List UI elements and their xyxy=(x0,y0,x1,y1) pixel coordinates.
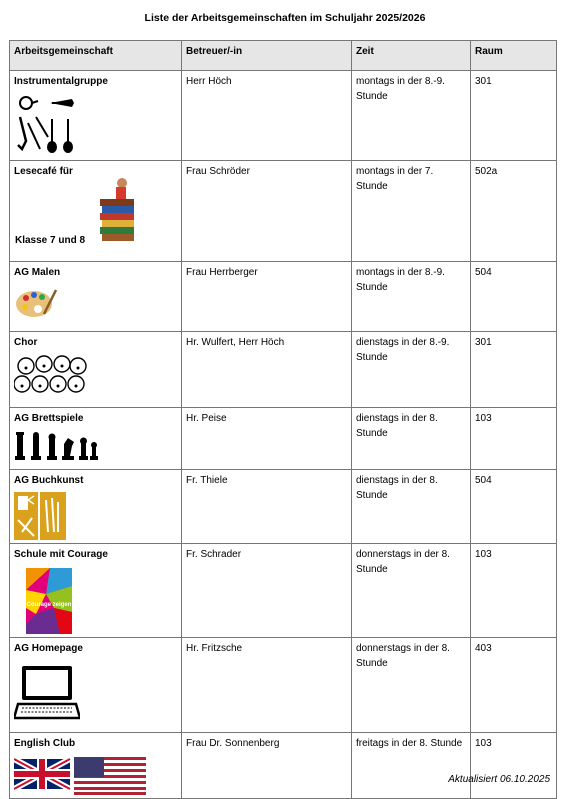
palette-icon xyxy=(14,284,58,320)
time-cell: montags in der 8.-9. Stunde xyxy=(352,71,471,161)
column-header: Raum xyxy=(471,41,557,71)
books-icon xyxy=(98,177,138,245)
ag-cell xyxy=(10,262,182,332)
table-header-row xyxy=(10,41,557,71)
ag-cell xyxy=(10,470,182,544)
ag-name: Instrumentalgruppe xyxy=(14,76,108,87)
instruments-icon xyxy=(14,93,80,157)
laptop-icon xyxy=(14,664,80,722)
room-cell: 301 xyxy=(471,71,557,161)
time-cell: donnerstags in der 8. Stunde xyxy=(352,544,471,638)
ag-name: AG Brettspiele xyxy=(14,413,84,424)
time-cell: donnerstags in der 8. Stunde xyxy=(352,638,471,733)
room-cell: 504 xyxy=(471,470,557,544)
ag-name-line2: Klasse 7 und 8 xyxy=(15,235,86,246)
ag-name: AG Malen xyxy=(14,267,61,278)
ag-name: AG Buchkunst xyxy=(14,475,84,486)
ag-cell xyxy=(10,71,182,161)
flags-icon xyxy=(14,755,146,795)
ag-name: Lesecafé für xyxy=(14,166,73,177)
teacher-cell: Hr. Peise xyxy=(182,408,352,470)
ag-name: English Club xyxy=(14,738,76,749)
courage-label: Courage zeigen xyxy=(26,602,72,608)
time-cell: montags in der 7. Stunde xyxy=(352,161,471,262)
column-header: Arbeitsgemeinschaft xyxy=(10,41,182,71)
room-cell: 103 xyxy=(471,544,557,638)
table-row xyxy=(10,733,557,799)
updated-note: Aktualisiert 06.10.2025 xyxy=(448,774,550,785)
time-cell: freitags in der 8. Stunde xyxy=(352,733,471,799)
chess-icon xyxy=(14,430,98,462)
ag-name: Chor xyxy=(14,337,38,348)
choir-icon xyxy=(14,354,90,398)
table-row xyxy=(10,71,557,161)
courage-icon xyxy=(26,568,72,634)
room-cell: 502a xyxy=(471,161,557,262)
teacher-cell: Fr. Thiele xyxy=(182,470,352,544)
teacher-cell: Hr. Wulfert, Herr Höch xyxy=(182,332,352,408)
table-row xyxy=(10,332,557,408)
ag-cell xyxy=(10,408,182,470)
ag-cell xyxy=(10,638,182,733)
ag-table xyxy=(9,40,557,799)
table-row xyxy=(10,470,557,544)
ag-cell xyxy=(10,544,182,638)
table-row xyxy=(10,544,557,638)
room-cell: 103 xyxy=(471,408,557,470)
teacher-cell: Frau Herrberger xyxy=(182,262,352,332)
time-cell: dienstags in der 8. Stunde xyxy=(352,408,471,470)
ag-name: AG Homepage xyxy=(14,643,83,654)
teacher-cell: Frau Schröder xyxy=(182,161,352,262)
uk-flag-icon xyxy=(14,759,70,789)
us-flag-icon xyxy=(74,757,146,795)
time-cell: dienstags in der 8. Stunde xyxy=(352,470,471,544)
table-row xyxy=(10,262,557,332)
time-cell: montags in der 8.-9. Stunde xyxy=(352,262,471,332)
table-row xyxy=(10,638,557,733)
ag-cell xyxy=(10,161,182,262)
time-cell: dienstags in der 8.-9. Stunde xyxy=(352,332,471,408)
bookart-icon xyxy=(14,492,66,540)
teacher-cell: Fr. Schrader xyxy=(182,544,352,638)
table-row xyxy=(10,408,557,470)
ag-cell xyxy=(10,332,182,408)
column-header: Zeit xyxy=(352,41,471,71)
room-cell: 403 xyxy=(471,638,557,733)
column-header: Betreuer/-in xyxy=(182,41,352,71)
ag-cell xyxy=(10,733,182,799)
teacher-cell: Herr Höch xyxy=(182,71,352,161)
page-title: Liste der Arbeitsgemeinschaften im Schuljahr 2025/2026 xyxy=(144,12,426,24)
teacher-cell: Hr. Fritzsche xyxy=(182,638,352,733)
room-cell: 301 xyxy=(471,332,557,408)
room-cell: 103 xyxy=(471,733,557,799)
table-row xyxy=(10,161,557,262)
ag-name: Schule mit Courage xyxy=(14,549,108,560)
room-cell: 504 xyxy=(471,262,557,332)
teacher-cell: Frau Dr. Sonnenberg xyxy=(182,733,352,799)
